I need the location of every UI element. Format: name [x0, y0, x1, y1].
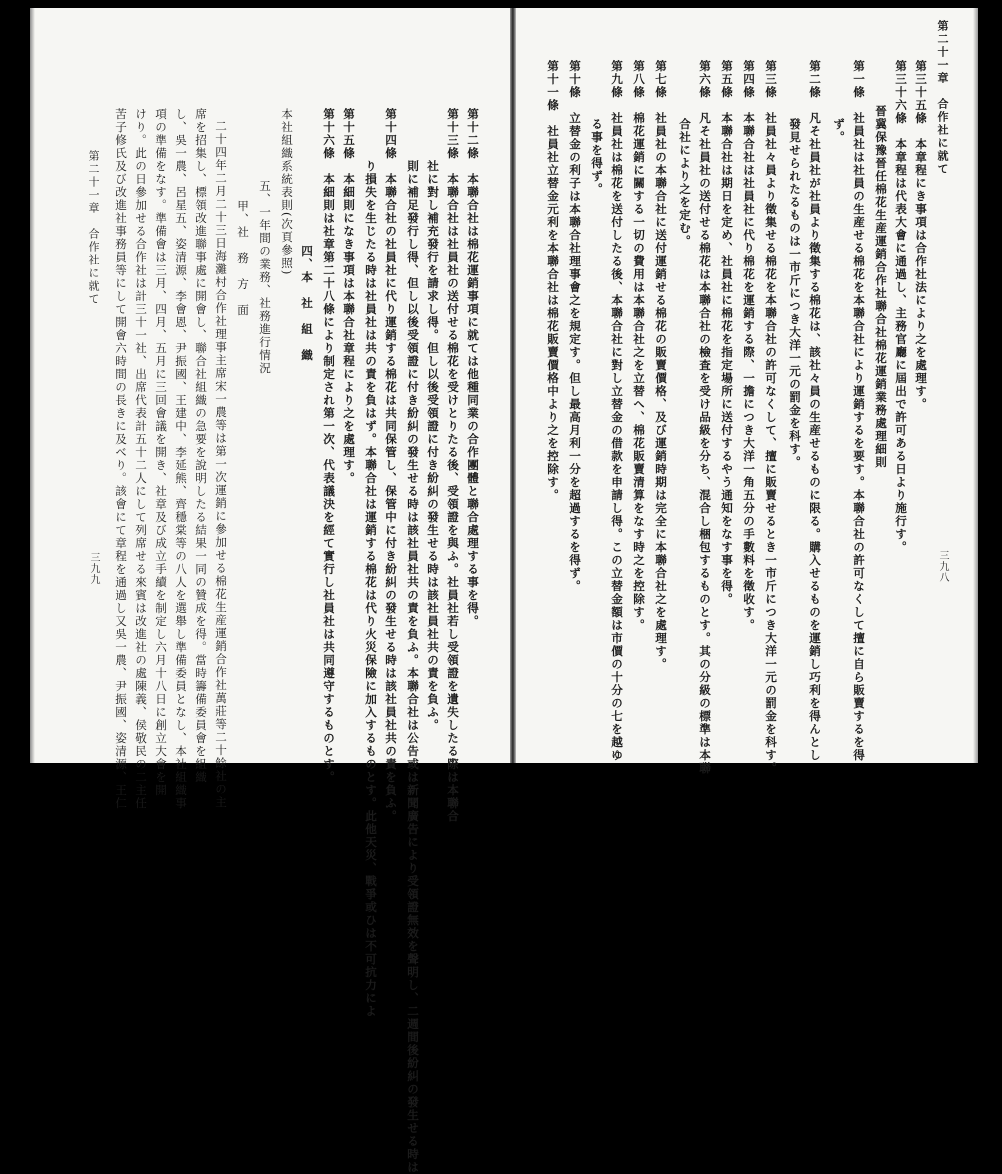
- text-line: 第七條 社員社の本聯合社に送付運銷せる棉花の販賣價格、及び運銷時期は完全に本聯合社之を處理す。: [654, 60, 668, 671]
- text-line: 第二條 凡そ社員社が社員より徵集する棉花は、該社々員の生産せるものに限る。購入せるものを運銷し巧利を得んとし: [808, 60, 822, 762]
- text-line: 第十二條 本聯合社は棉花運銷事項に就ては他種同業の合作團體と聯合處理する事を得。: [466, 108, 480, 628]
- text-line: 第三十六條 本章程は代表大會に通過し、主務官廳に屆出で許可ある日より施行す。: [894, 60, 908, 554]
- page-number: 三九八: [937, 550, 948, 583]
- text-line: 合社により之を定む。: [678, 118, 692, 248]
- running-header: 第二十一章 合作社に就て: [87, 150, 100, 306]
- text-line: 第八條 棉花運銷に關する一切の費用は本聯合社之を立替へ、棉花販賣清算をなす時之を控除す。: [632, 60, 646, 632]
- text-line: 第十條 立替金の利子は本聯合社理事會之を規定す。但し最高月利一分を超過するを得ず。: [568, 60, 582, 593]
- text-line: 則に補足發行し得、但し以後受領證に付き紛糾の發生せる時は該社員社共の責を負ふ。本聯合社は公告或は新聞廣告により受領證無效を聲明し、二週間後紛糾の發生せる時は: [406, 160, 420, 1174]
- text-line: 項の準備をなす。準備會は三月、四月、五月に三回會議を開き、社章及び成立手續を制定し六月十八日に創立大會を開: [154, 108, 168, 797]
- text-line: 第三條 社員社々員より徵集せる棉花を本聯合社の許可なくして、擅に販賣せるとき一市斤につき大洋一元の罰金を科す。: [764, 60, 778, 775]
- text-line: 第六條 凡そ社員社の送付せる棉花は本聯合社の檢査を受け品級を分ち、混合し梱包するものとす。其の分級の標準は本聯: [698, 60, 712, 775]
- section-title: 晉冀保豫晉任棉花生産運銷合作社聯合社棉花運銷業務處理細則: [874, 105, 888, 469]
- running-header: 第二十一章 合作社に就て: [936, 20, 949, 176]
- text-line: し、吳一農、呂星五、姿清源、李會恩、尹振國、王建中、李延熊、齊穩棠等の八人を選舉し準備委員となし、本社組織事: [174, 108, 188, 810]
- subsection-title: 甲、社 務 方 面: [236, 200, 250, 317]
- text-line: 第十四條 本聯合社の社員社に代り運銷する棉花は共同保管し、保管中に付き紛糾の發生せる時は該社員社共の責を負ふ。: [384, 108, 398, 823]
- text-line: る事を得ず。: [590, 118, 604, 196]
- text-line: 第五條 本聯合社は期日を定め、社員社に棉花を指定場所に送付するやう通知をなす事を得。: [720, 60, 734, 606]
- text-line: 第四條 本聯合社は社員社に代り棉花を運銷する際、一擔につき大洋一角五分の手數料を徵收す。: [742, 60, 756, 632]
- text-line: 第十五條 本細則になき事項は本聯合社章程により之を處理す。: [342, 108, 356, 485]
- text-line: 第十一條 社員社立替金元利を本聯合社は棉花販賣價格中より之を控除す。: [546, 60, 560, 502]
- text-line: 發見せられたるものは一市斤につき大洋一元の罰金を科す。: [788, 118, 802, 469]
- text-line: 社に對し補充發行を請求し得。但し以後受領證に付き紛糾の發生せる時は該社員社共の責を負ふ。: [426, 160, 440, 732]
- text-line: り損失を生じたる時は社員社は共の責を負はず。本聯合社は運銷する棉花は代り火災保險に加入するものとす。此他天災、戰爭或ひは不可抗力によ: [364, 160, 378, 1018]
- text-line: 苦子修氏及び改進社事務員等にして開會六時間の長きに及べり。該會にて章程を通過し又吳一農、尹振國、姿清源、王仁: [114, 108, 128, 810]
- page-number: 三九九: [88, 552, 99, 585]
- text-line: 席を招集し、標領改進聯事處に開會し、聯合社組織の急要を說明したる結果一同の贊成を得。當時籌備委員會を組織: [194, 108, 208, 784]
- text-line: 第十六條 本細則は社章第二十八條により制定され第一次、代表議決を經て實行し社員社は共同遵守するものとす。: [322, 108, 336, 784]
- book-gutter: [510, 8, 516, 763]
- section-title: 五、一年間の業務、社務進行情況: [258, 180, 272, 375]
- text-line: 第九條 社員社は棉花を送付したる後、本聯合社に對し立替金の借款を申請し得。この立替金額は市價の十分の七を越ゆ: [610, 60, 624, 762]
- right-page-edge: [973, 8, 978, 763]
- text-line: ず。: [832, 118, 846, 144]
- text-line: けり。此の日參加せる合作社は計三十一社、出席代表計五十二人にして列席せる來賓は改進社の處陳義、侯敬民の二主任: [134, 108, 148, 810]
- text-line: 本社組織系統表則(次頁參照): [280, 108, 294, 276]
- text-line: 第一條 社員社は社員の生産せる棉花を本聯合社により運銷するを要す。本聯合社の許可なくして擅に自ら販賣するを得: [852, 60, 866, 762]
- text-line: 第三十五條 本章程にき事項は合作社法により之を處理す。: [914, 60, 928, 411]
- left-page-edge: [30, 8, 35, 763]
- text-line: 二十四年二月二十三日海灘村合作社理事主席宋一農等は第一次運銷に參加せる棉花生産運銷合作社萬莊等二十餘社の主: [214, 120, 228, 809]
- section-title: 四、本 社 組 織: [300, 245, 314, 362]
- text-line: 第十三條 本聯合社は社員社の送付せる棉花を受けとりたる後、受領證を與ふ。社員社若し受領證を遺失したる際は本聯合: [446, 108, 460, 823]
